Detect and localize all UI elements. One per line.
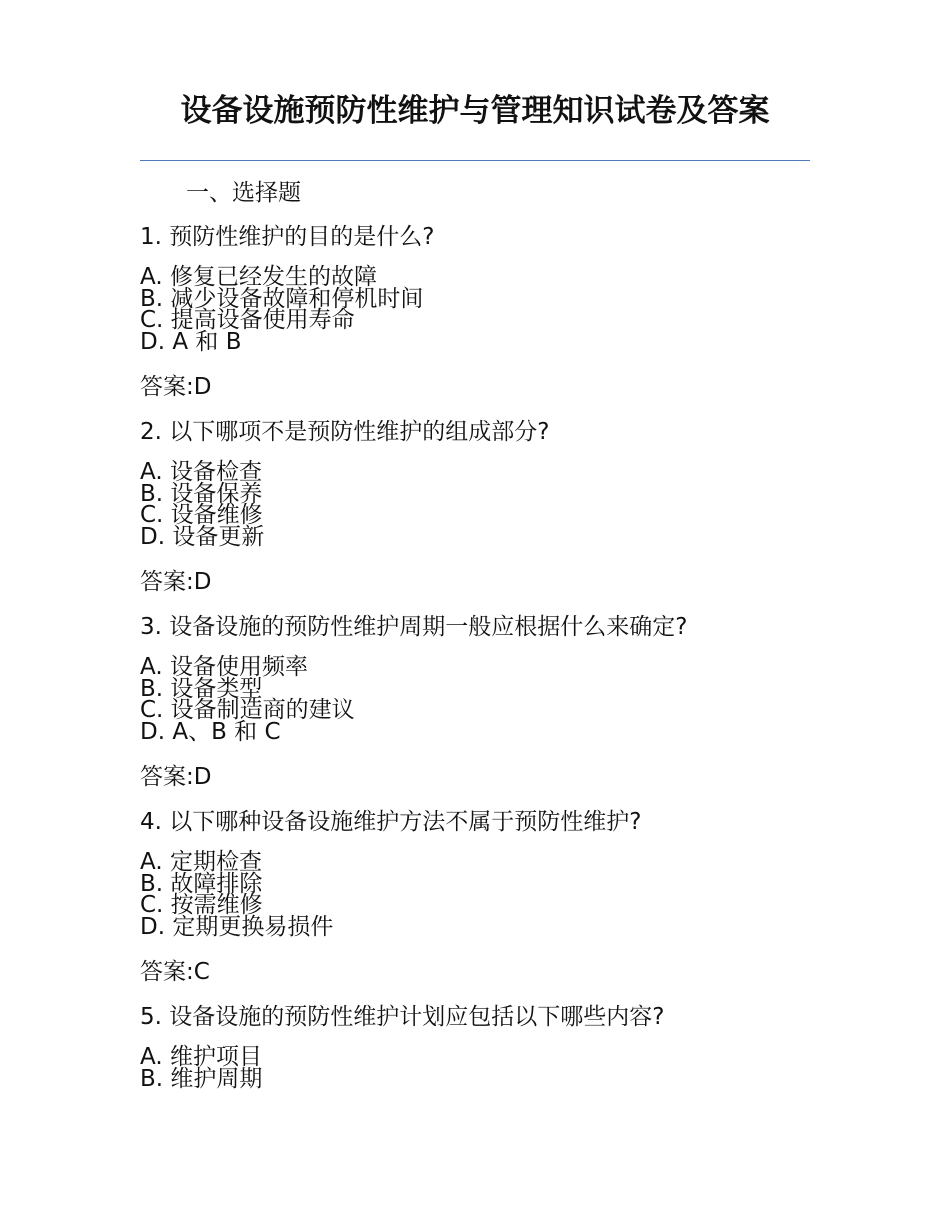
option-a: A. 修复已经发生的故障 [140, 264, 377, 290]
answer: 答案:D [140, 764, 212, 790]
section-heading: 一、选择题 [186, 180, 301, 206]
option-c: C. 设备制造商的建议 [140, 697, 355, 723]
option-d: D. 定期更换易损件 [140, 913, 334, 940]
option-d: D. 设备更新 [140, 523, 265, 550]
option-c: C. 按需维修 [140, 892, 263, 918]
answer: 答案:C [140, 959, 210, 985]
question-3 [140, 612, 820, 792]
option-b: B. 维护周期 [140, 1065, 263, 1092]
option-c: C. 提高设备使用寿命 [140, 307, 355, 333]
option-b: B. 故障排除 [140, 870, 263, 897]
question-5 [140, 1002, 820, 1090]
option-list [140, 459, 820, 550]
option-list [140, 849, 820, 940]
option-c: C. 设备维修 [140, 502, 263, 528]
question-text: 1. 预防性维护的目的是什么? [140, 224, 435, 250]
option-a: A. 维护项目 [140, 1044, 262, 1070]
question-4 [140, 807, 820, 987]
question-text: 2. 以下哪项不是预防性维护的组成部分? [140, 419, 550, 445]
question-2 [140, 417, 820, 597]
answer: 答案:D [140, 374, 212, 400]
question-text: 3. 设备设施的预防性维护周期一般应根据什么来确定? [140, 614, 688, 640]
option-list [140, 654, 820, 745]
option-a: A. 定期检查 [140, 849, 262, 875]
option-b: B. 设备类型 [140, 675, 263, 702]
question-list [140, 222, 820, 1090]
option-b: B. 减少设备故障和停机时间 [140, 285, 424, 312]
option-a: A. 设备使用频率 [140, 654, 308, 680]
document-title: 设备设施预防性维护与管理知识试卷及答案 [180, 93, 770, 129]
title-underline [140, 160, 810, 161]
option-d: D. A、B 和 C [140, 718, 281, 745]
question-text: 4. 以下哪种设备设施维护方法不属于预防性维护? [140, 809, 642, 835]
question-1 [140, 222, 820, 402]
answer: 答案:D [140, 569, 212, 595]
question-text: 5. 设备设施的预防性维护计划应包括以下哪些内容? [140, 1004, 665, 1030]
option-d: D. A 和 B [140, 328, 242, 355]
option-list [140, 1044, 820, 1092]
option-list [140, 264, 820, 355]
option-b: B. 设备保养 [140, 480, 263, 507]
option-a: A. 设备检查 [140, 459, 262, 485]
